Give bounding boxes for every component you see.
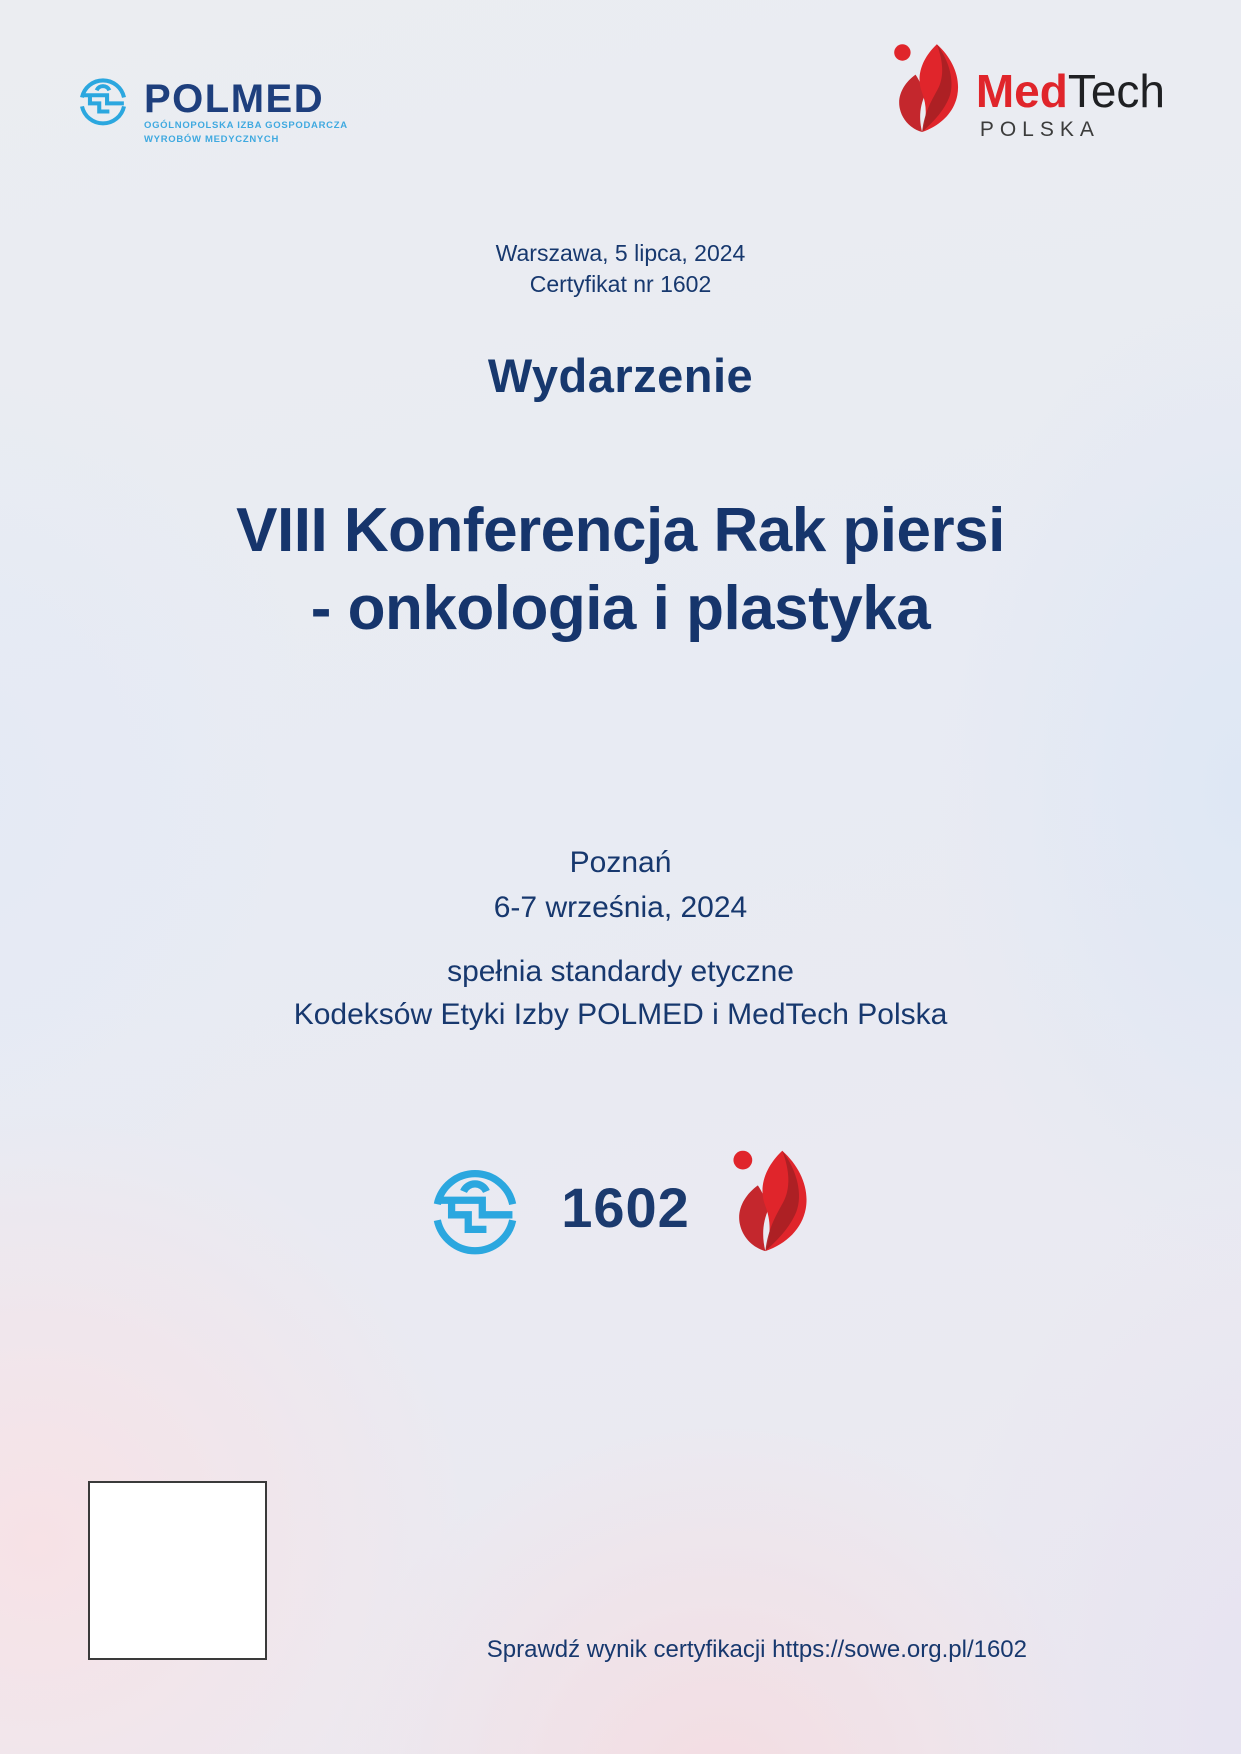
medtech-logo-text	[976, 40, 1165, 142]
polmed-logo-text	[144, 70, 348, 146]
event-dates: 6-7 września, 2024	[493, 891, 748, 924]
event-city: Poznań	[569, 846, 672, 879]
ethics-statement	[0, 950, 1241, 1036]
qr-code-pattern	[99, 1492, 256, 1649]
event-when-where	[0, 840, 1241, 930]
polmed-subtitle-line1: OGÓLNOPOLSKA IZBA GOSPODARCZA	[144, 120, 348, 131]
polmed-wordmark: POLMED	[144, 77, 325, 121]
certificate-number-label: Certyfikat nr 1602	[529, 271, 712, 297]
polmed-cross-circle-icon	[423, 1155, 527, 1259]
verification-link-text: Sprawdź wynik certyfikacji https://sowe.org.pl/1602	[486, 1636, 1027, 1663]
medtech-flame-icon	[886, 40, 968, 147]
polmed-subtitle-line2: WYROBÓW MEDYCZNYCH	[144, 134, 280, 145]
ethics-statement-line2: Kodeksów Etyki Izby POLMED i MedTech Polska	[293, 998, 948, 1031]
medtech-wordmark	[975, 65, 1165, 117]
certificate-category: Wydarzenie	[487, 349, 754, 402]
medtech-word-med: Med	[975, 65, 1068, 117]
polmed-cross-circle-icon	[74, 70, 132, 128]
certificate-badge-row	[0, 1146, 1241, 1268]
event-title-line2: - onkologia i plastyka	[310, 574, 931, 643]
medtech-flame-icon	[724, 1146, 818, 1268]
place-and-date: Warszawa, 5 lipca, 2024	[495, 240, 746, 266]
qr-code	[88, 1481, 267, 1660]
medtech-logo	[886, 40, 1165, 147]
event-title-line1: VIII Konferencja Rak piersi	[236, 496, 1005, 565]
medtech-subtitle: POLSKA	[979, 118, 1100, 141]
certificate-number: 1602	[561, 1175, 690, 1239]
ethics-statement-line1: spełnia standardy etyczne	[447, 955, 794, 988]
polmed-logo	[74, 70, 348, 146]
medtech-word-tech: Tech	[1067, 65, 1165, 117]
event-title	[0, 492, 1241, 648]
certificate-meta	[0, 238, 1241, 300]
